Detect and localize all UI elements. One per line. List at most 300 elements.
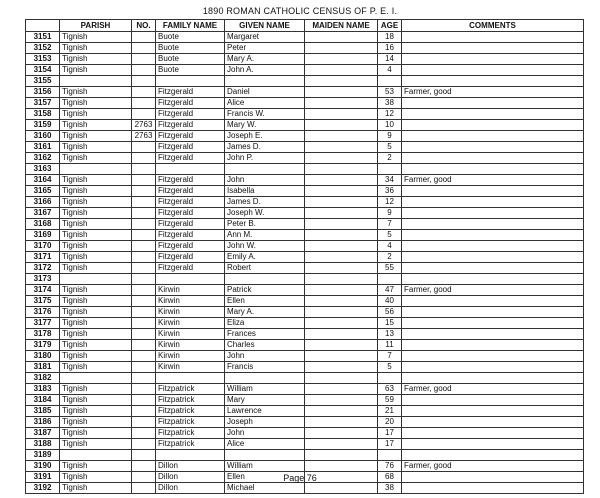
comments-cell: [402, 362, 584, 373]
record-no-cell: [132, 395, 156, 406]
row-number-cell: 3172: [26, 263, 60, 274]
maiden-name-cell: [305, 307, 378, 318]
maiden-name-cell: [305, 98, 378, 109]
row-number-cell: 3160: [26, 131, 60, 142]
family-name-cell: Fitzgerald: [156, 87, 225, 98]
given-name-cell: John: [225, 351, 305, 362]
parish-cell: [60, 76, 132, 87]
comments-cell: [402, 186, 584, 197]
family-name-cell: Kirwin: [156, 296, 225, 307]
age-cell: 38: [378, 98, 402, 109]
family-name-cell: Dillon: [156, 461, 225, 472]
row-number-cell: 3158: [26, 109, 60, 120]
table-row: [26, 439, 584, 450]
comments-cell: [402, 43, 584, 54]
family-name-cell: Fitzgerald: [156, 230, 225, 241]
comments-cell: Farmer, good: [402, 384, 584, 395]
row-number-cell: 3170: [26, 241, 60, 252]
table-row: [26, 285, 584, 296]
age-cell: 53: [378, 87, 402, 98]
maiden-name-cell: [305, 340, 378, 351]
comments-cell: [402, 340, 584, 351]
given-name-cell: John W.: [225, 241, 305, 252]
table-row: [26, 384, 584, 395]
family-name-cell: Fitzgerald: [156, 197, 225, 208]
family-name-cell: [156, 274, 225, 285]
row-number-cell: 3183: [26, 384, 60, 395]
record-no-cell: [132, 461, 156, 472]
parish-cell: Tignish: [60, 395, 132, 406]
comments-cell: [402, 274, 584, 285]
age-cell: 63: [378, 384, 402, 395]
column-header-given-name: GIVEN NAME: [225, 20, 305, 32]
age-cell: [378, 450, 402, 461]
given-name-cell: Ellen: [225, 296, 305, 307]
parish-cell: [60, 164, 132, 175]
record-no-cell: [132, 439, 156, 450]
row-number-cell: 3167: [26, 208, 60, 219]
row-number-cell: 3159: [26, 120, 60, 131]
given-name-cell: William: [225, 384, 305, 395]
table-row: [26, 175, 584, 186]
column-header-parish: PARISH: [60, 20, 132, 32]
comments-cell: Farmer, good: [402, 175, 584, 186]
parish-cell: Tignish: [60, 428, 132, 439]
record-no-cell: [132, 263, 156, 274]
comments-cell: [402, 428, 584, 439]
family-name-cell: Fitzgerald: [156, 153, 225, 164]
record-no-cell: [132, 54, 156, 65]
page-number: Page 76: [283, 473, 317, 483]
parish-cell: Tignish: [60, 406, 132, 417]
comments-cell: [402, 307, 584, 318]
table-row: [26, 32, 584, 43]
column-header-family-name: FAMILY NAME: [156, 20, 225, 32]
given-name-cell: John A.: [225, 65, 305, 76]
family-name-cell: Fitzpatrick: [156, 417, 225, 428]
record-no-cell: [132, 230, 156, 241]
age-cell: 14: [378, 54, 402, 65]
parish-cell: Tignish: [60, 131, 132, 142]
family-name-cell: Dillon: [156, 483, 225, 494]
table-row: [26, 43, 584, 54]
given-name-cell: Eliza: [225, 318, 305, 329]
row-number-cell: 3176: [26, 307, 60, 318]
table-row: [26, 417, 584, 428]
family-name-cell: Fitzgerald: [156, 219, 225, 230]
page-title: 1890 ROMAN CATHOLIC CENSUS OF P. E. I.: [202, 6, 398, 16]
row-number-cell: 3157: [26, 98, 60, 109]
comments-cell: Farmer, good: [402, 87, 584, 98]
comments-cell: [402, 32, 584, 43]
given-name-cell: William: [225, 461, 305, 472]
table-row: [26, 131, 584, 142]
table-row: [26, 362, 584, 373]
age-cell: 4: [378, 241, 402, 252]
maiden-name-cell: [305, 87, 378, 98]
parish-cell: Tignish: [60, 329, 132, 340]
given-name-cell: James D.: [225, 142, 305, 153]
age-cell: 4: [378, 65, 402, 76]
maiden-name-cell: [305, 351, 378, 362]
given-name-cell: Joseph: [225, 417, 305, 428]
table-row: [26, 252, 584, 263]
maiden-name-cell: [305, 274, 378, 285]
comments-cell: [402, 76, 584, 87]
given-name-cell: John: [225, 175, 305, 186]
given-name-cell: Margaret: [225, 32, 305, 43]
given-name-cell: Isabella: [225, 186, 305, 197]
comments-cell: [402, 65, 584, 76]
parish-cell: Tignish: [60, 417, 132, 428]
header-row: [26, 20, 584, 32]
table-row: [26, 197, 584, 208]
parish-cell: Tignish: [60, 472, 132, 483]
parish-cell: Tignish: [60, 153, 132, 164]
record-no-cell: [132, 296, 156, 307]
maiden-name-cell: [305, 131, 378, 142]
given-name-cell: [225, 274, 305, 285]
column-header-row-number: [26, 20, 60, 32]
table-row: [26, 373, 584, 384]
age-cell: 36: [378, 186, 402, 197]
family-name-cell: Fitzgerald: [156, 186, 225, 197]
row-number-cell: 3165: [26, 186, 60, 197]
parish-cell: Tignish: [60, 65, 132, 76]
record-no-cell: [132, 285, 156, 296]
table-row: [26, 54, 584, 65]
age-cell: 2: [378, 153, 402, 164]
family-name-cell: Kirwin: [156, 307, 225, 318]
comments-cell: [402, 120, 584, 131]
comments-cell: Farmer, good: [402, 461, 584, 472]
record-no-cell: [132, 87, 156, 98]
row-number-cell: 3163: [26, 164, 60, 175]
parish-cell: Tignish: [60, 98, 132, 109]
comments-cell: [402, 208, 584, 219]
comments-cell: [402, 450, 584, 461]
age-cell: 10: [378, 120, 402, 131]
given-name-cell: Mary A.: [225, 307, 305, 318]
family-name-cell: Buote: [156, 65, 225, 76]
age-cell: [378, 76, 402, 87]
family-name-cell: Fitzgerald: [156, 98, 225, 109]
row-number-cell: 3188: [26, 439, 60, 450]
comments-cell: [402, 109, 584, 120]
parish-cell: Tignish: [60, 307, 132, 318]
row-number-cell: 3152: [26, 43, 60, 54]
given-name-cell: Ellen: [225, 472, 305, 483]
parish-cell: Tignish: [60, 252, 132, 263]
record-no-cell: [132, 373, 156, 384]
record-no-cell: [132, 450, 156, 461]
column-header-record-no: NO.: [132, 20, 156, 32]
record-no-cell: [132, 98, 156, 109]
maiden-name-cell: [305, 164, 378, 175]
table-row: [26, 153, 584, 164]
maiden-name-cell: [305, 318, 378, 329]
table-row: [26, 428, 584, 439]
record-no-cell: [132, 307, 156, 318]
record-no-cell: [132, 142, 156, 153]
comments-cell: [402, 439, 584, 450]
table-row: [26, 461, 584, 472]
age-cell: 7: [378, 219, 402, 230]
row-number-cell: 3184: [26, 395, 60, 406]
maiden-name-cell: [305, 329, 378, 340]
age-cell: 12: [378, 197, 402, 208]
comments-cell: [402, 142, 584, 153]
row-number-cell: 3179: [26, 340, 60, 351]
family-name-cell: Kirwin: [156, 340, 225, 351]
table-row: [26, 208, 584, 219]
given-name-cell: Peter B.: [225, 219, 305, 230]
table-row: [26, 395, 584, 406]
maiden-name-cell: [305, 153, 378, 164]
table-row: [26, 142, 584, 153]
maiden-name-cell: [305, 362, 378, 373]
maiden-name-cell: [305, 417, 378, 428]
record-no-cell: [132, 318, 156, 329]
parish-cell: Tignish: [60, 439, 132, 450]
parish-cell: Tignish: [60, 351, 132, 362]
parish-cell: Tignish: [60, 32, 132, 43]
parish-cell: Tignish: [60, 318, 132, 329]
record-no-cell: [132, 274, 156, 285]
table-row: [26, 351, 584, 362]
parish-cell: Tignish: [60, 263, 132, 274]
given-name-cell: Daniel: [225, 87, 305, 98]
comments-cell: [402, 54, 584, 65]
family-name-cell: Dillon: [156, 472, 225, 483]
row-number-cell: 3154: [26, 65, 60, 76]
record-no-cell: [132, 428, 156, 439]
table-row: [26, 219, 584, 230]
comments-cell: [402, 483, 584, 494]
age-cell: 21: [378, 406, 402, 417]
record-no-cell: [132, 362, 156, 373]
family-name-cell: Kirwin: [156, 318, 225, 329]
maiden-name-cell: [305, 252, 378, 263]
column-header-comments: COMMENTS: [402, 20, 584, 32]
row-number-cell: 3171: [26, 252, 60, 263]
age-cell: 13: [378, 329, 402, 340]
row-number-cell: 3162: [26, 153, 60, 164]
given-name-cell: Mary A.: [225, 54, 305, 65]
record-no-cell: [132, 197, 156, 208]
age-cell: 12: [378, 109, 402, 120]
age-cell: 9: [378, 131, 402, 142]
row-number-cell: 3164: [26, 175, 60, 186]
maiden-name-cell: [305, 296, 378, 307]
family-name-cell: Buote: [156, 32, 225, 43]
age-cell: 55: [378, 263, 402, 274]
maiden-name-cell: [305, 65, 378, 76]
table-row: [26, 241, 584, 252]
parish-cell: Tignish: [60, 186, 132, 197]
maiden-name-cell: [305, 483, 378, 494]
given-name-cell: [225, 373, 305, 384]
age-cell: [378, 373, 402, 384]
maiden-name-cell: [305, 461, 378, 472]
parish-cell: [60, 450, 132, 461]
age-cell: 2: [378, 252, 402, 263]
record-no-cell: [132, 175, 156, 186]
record-no-cell: [132, 109, 156, 120]
maiden-name-cell: [305, 186, 378, 197]
parish-cell: [60, 373, 132, 384]
record-no-cell: [132, 164, 156, 175]
table-row: [26, 230, 584, 241]
comments-cell: [402, 263, 584, 274]
table-row: [26, 65, 584, 76]
given-name-cell: Alice: [225, 439, 305, 450]
comments-cell: [402, 252, 584, 263]
comments-cell: [402, 417, 584, 428]
parish-cell: Tignish: [60, 340, 132, 351]
row-number-cell: 3155: [26, 76, 60, 87]
record-no-cell: [132, 329, 156, 340]
row-number-cell: 3151: [26, 32, 60, 43]
given-name-cell: Charles: [225, 340, 305, 351]
table-row: [26, 164, 584, 175]
record-no-cell: 2763: [132, 131, 156, 142]
maiden-name-cell: [305, 76, 378, 87]
parish-cell: Tignish: [60, 43, 132, 54]
family-name-cell: Kirwin: [156, 285, 225, 296]
record-no-cell: [132, 241, 156, 252]
age-cell: 76: [378, 461, 402, 472]
maiden-name-cell: [305, 263, 378, 274]
maiden-name-cell: [305, 219, 378, 230]
parish-cell: [60, 274, 132, 285]
column-header-age: AGE: [378, 20, 402, 32]
given-name-cell: Mary W.: [225, 120, 305, 131]
row-number-cell: 3168: [26, 219, 60, 230]
comments-cell: [402, 406, 584, 417]
age-cell: 17: [378, 439, 402, 450]
given-name-cell: John P.: [225, 153, 305, 164]
maiden-name-cell: [305, 32, 378, 43]
given-name-cell: James D.: [225, 197, 305, 208]
age-cell: [378, 164, 402, 175]
maiden-name-cell: [305, 43, 378, 54]
record-no-cell: [132, 32, 156, 43]
table-row: [26, 340, 584, 351]
row-number-cell: 3178: [26, 329, 60, 340]
record-no-cell: [132, 483, 156, 494]
table-row: [26, 296, 584, 307]
age-cell: 59: [378, 395, 402, 406]
parish-cell: Tignish: [60, 362, 132, 373]
row-number-cell: 3190: [26, 461, 60, 472]
comments-cell: [402, 98, 584, 109]
comments-cell: [402, 351, 584, 362]
table-row: [26, 109, 584, 120]
record-no-cell: [132, 351, 156, 362]
comments-cell: [402, 131, 584, 142]
age-cell: 9: [378, 208, 402, 219]
table-row: [26, 450, 584, 461]
family-name-cell: Buote: [156, 54, 225, 65]
family-name-cell: Fitzgerald: [156, 120, 225, 131]
row-number-cell: 3174: [26, 285, 60, 296]
record-no-cell: [132, 186, 156, 197]
record-no-cell: [132, 208, 156, 219]
maiden-name-cell: [305, 395, 378, 406]
family-name-cell: Fitzgerald: [156, 263, 225, 274]
family-name-cell: Buote: [156, 43, 225, 54]
given-name-cell: Michael: [225, 483, 305, 494]
maiden-name-cell: [305, 208, 378, 219]
parish-cell: Tignish: [60, 483, 132, 494]
age-cell: 47: [378, 285, 402, 296]
maiden-name-cell: [305, 373, 378, 384]
comments-cell: [402, 241, 584, 252]
maiden-name-cell: [305, 406, 378, 417]
age-cell: 17: [378, 428, 402, 439]
family-name-cell: Fitzpatrick: [156, 439, 225, 450]
row-number-cell: 3185: [26, 406, 60, 417]
age-cell: 68: [378, 472, 402, 483]
maiden-name-cell: [305, 142, 378, 153]
age-cell: 38: [378, 483, 402, 494]
family-name-cell: Fitzpatrick: [156, 428, 225, 439]
parish-cell: Tignish: [60, 142, 132, 153]
record-no-cell: [132, 153, 156, 164]
family-name-cell: Fitzgerald: [156, 142, 225, 153]
family-name-cell: [156, 450, 225, 461]
comments-cell: [402, 318, 584, 329]
parish-cell: Tignish: [60, 175, 132, 186]
row-number-cell: 3175: [26, 296, 60, 307]
row-number-cell: 3182: [26, 373, 60, 384]
table-row: [26, 98, 584, 109]
parish-cell: Tignish: [60, 285, 132, 296]
row-number-cell: 3153: [26, 54, 60, 65]
table-row: [26, 318, 584, 329]
record-no-cell: [132, 384, 156, 395]
given-name-cell: Alice: [225, 98, 305, 109]
parish-cell: Tignish: [60, 120, 132, 131]
age-cell: 7: [378, 351, 402, 362]
record-no-cell: [132, 252, 156, 263]
table-row: [26, 406, 584, 417]
comments-cell: Farmer, good: [402, 285, 584, 296]
comments-cell: [402, 395, 584, 406]
given-name-cell: Francis: [225, 362, 305, 373]
given-name-cell: [225, 450, 305, 461]
age-cell: 16: [378, 43, 402, 54]
given-name-cell: John: [225, 428, 305, 439]
table-row: [26, 87, 584, 98]
parish-cell: Tignish: [60, 241, 132, 252]
age-cell: 15: [378, 318, 402, 329]
maiden-name-cell: [305, 428, 378, 439]
given-name-cell: [225, 76, 305, 87]
maiden-name-cell: [305, 439, 378, 450]
comments-cell: [402, 296, 584, 307]
parish-cell: Tignish: [60, 87, 132, 98]
row-number-cell: 3166: [26, 197, 60, 208]
row-number-cell: 3186: [26, 417, 60, 428]
parish-cell: Tignish: [60, 197, 132, 208]
parish-cell: Tignish: [60, 230, 132, 241]
table-row: [26, 307, 584, 318]
given-name-cell: Patrick: [225, 285, 305, 296]
comments-cell: [402, 329, 584, 340]
age-cell: 11: [378, 340, 402, 351]
